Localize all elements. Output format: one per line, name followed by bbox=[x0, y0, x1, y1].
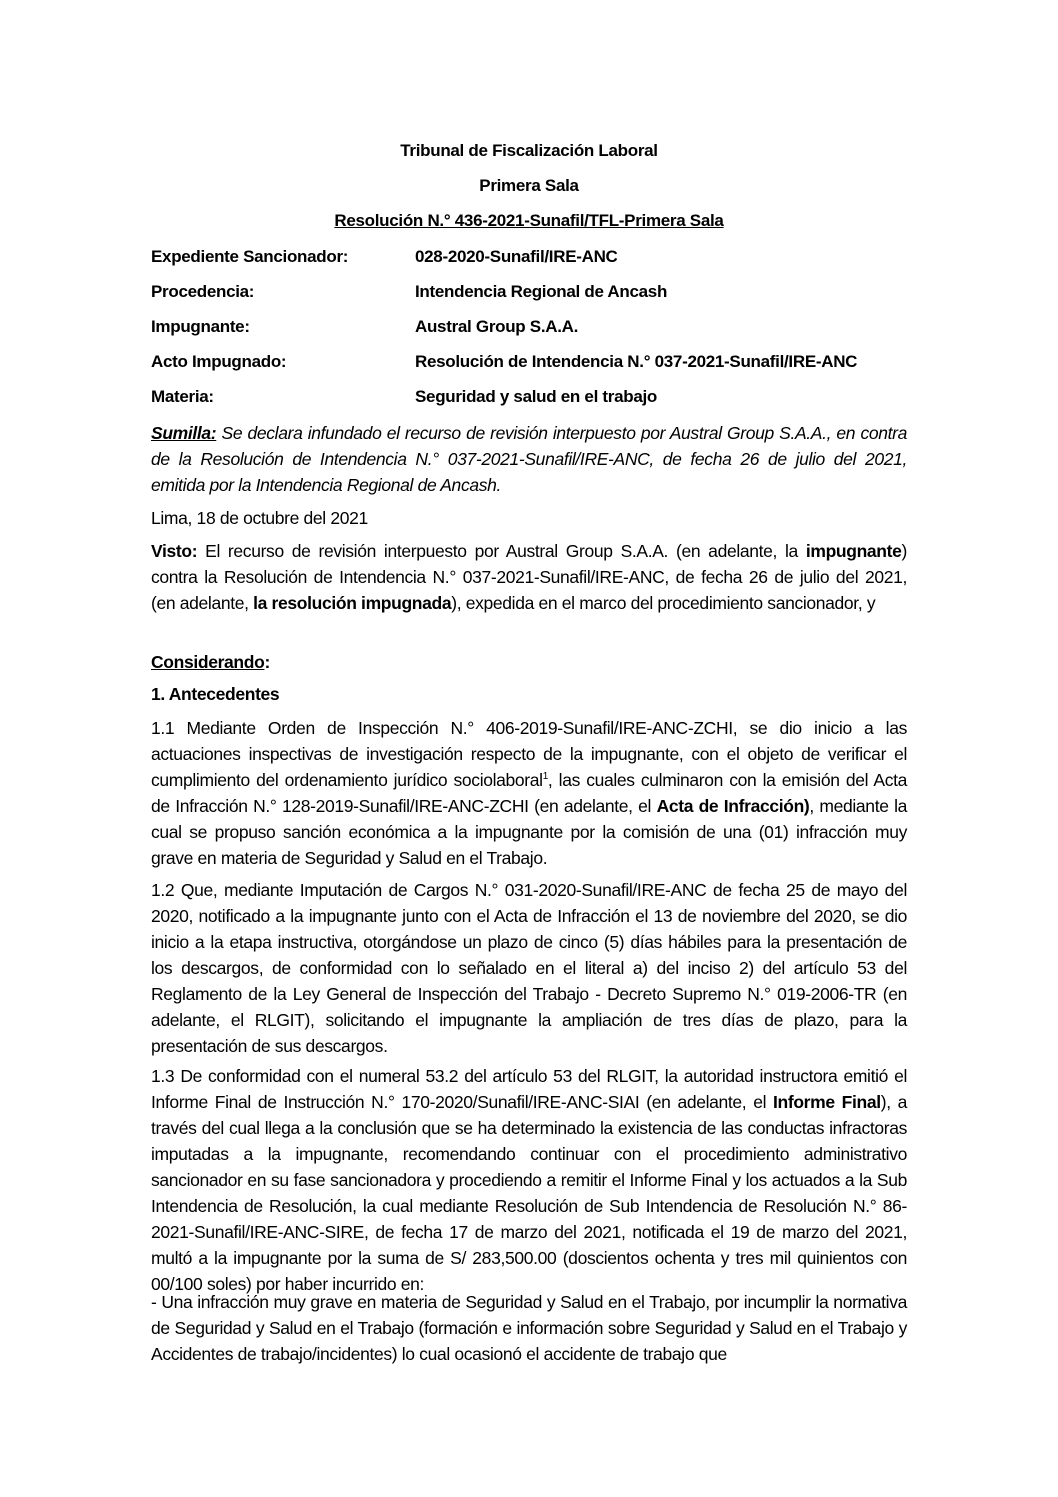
date-line: Lima, 18 de octubre del 2021 bbox=[151, 508, 368, 528]
meta-value: Resolución de Intendencia N.° 037-2021-Sunafil/IRE-ANC bbox=[415, 352, 858, 371]
meta-value: Austral Group S.A.A. bbox=[415, 317, 579, 336]
sala-title: Primera Sala bbox=[479, 176, 579, 195]
considerando-label: Considerando bbox=[151, 652, 265, 672]
footnote-ref: 1 bbox=[542, 771, 548, 783]
visto-text-3: ), expedida en el marco del procedimiento sancionador, y bbox=[451, 593, 876, 613]
visto-bold-1: impugnante bbox=[805, 541, 902, 561]
visto-label: Visto: bbox=[151, 541, 198, 561]
p11-text-1: 1.1 Mediante Orden de Inspección N.° 406-2019-Sunafil/IRE-ANC-ZCHI, se dio inicio a las actuaciones inspectivas de investigación respecto de la impugnante, con el objeto de verificar el cumplimiento del ordenamiento jurídico sociolaboral bbox=[151, 718, 907, 790]
resolucion-title: Resolución N.° 436-2021-Sunafil/TFL-Primera Sala bbox=[334, 211, 724, 230]
meta-key: Impugnante: bbox=[151, 317, 250, 336]
meta-key: Expediente Sancionador: bbox=[151, 247, 349, 266]
p11-bold: Acta de Infracción) bbox=[656, 796, 810, 816]
antecedentes-label: 1. Antecedentes bbox=[151, 684, 280, 704]
meta-value: 028-2020-Sunafil/IRE-ANC bbox=[415, 247, 618, 266]
tribunal-title: Tribunal de Fiscalización Laboral bbox=[400, 141, 658, 160]
meta-value: Intendencia Regional de Ancash bbox=[415, 282, 668, 301]
section-heading-antecedentes bbox=[151, 681, 907, 707]
visto-bold-2: la resolución impugnada bbox=[253, 593, 452, 613]
p11-text-2: , las cuales culminaron con la emisión del Acta de Infracción N.° 128-2019-Sunafil/IRE-ANC-ZCHI (en adelante, el bbox=[151, 770, 907, 816]
p13-bold: Informe Final bbox=[773, 1092, 881, 1112]
meta-key: Acto Impugnado: bbox=[151, 352, 287, 371]
meta-key: Procedencia: bbox=[151, 282, 255, 301]
considerando-heading bbox=[151, 649, 907, 675]
visto-text-1: El recurso de revisión interpuesto por Austral Group S.A.A. (en adelante, la bbox=[197, 541, 806, 561]
p13-text-1: 1.3 De conformidad con el numeral 53.2 del artículo 53 del RLGIT, la autoridad instructora emitió el Informe Final de Instrucción N.° 170-2020/Sunafil/IRE-ANC-SIAI (en adelante, el bbox=[151, 1066, 907, 1112]
meta-key: Materia: bbox=[151, 387, 214, 406]
considerando-colon: : bbox=[264, 652, 270, 672]
paragraph-1-1 bbox=[151, 715, 907, 871]
paragraph-1-2: 1.2 Que, mediante Imputación de Cargos N.° 031-2020-Sunafil/IRE-ANC de fecha 25 de mayo del 2020, notificado a la impugnante junto con el Acta de Infracción el 13 de noviembre del 2020, se dio inicio a la etapa instructiva, otorgándose un plazo de cinco (5) días hábiles para la presentación de los descargos, de conformidad con lo señalado en el literal a) del inciso 2) del artículo 53 del Reglamento de la Ley General de Inspección del Trabajo - Decreto Supremo N.° 019-2006-TR (en adelante, el RLGIT), solicitando el impugnante la ampliación de tres días de plazo, para la presentación de sus descargos. bbox=[151, 880, 907, 1056]
visto-text-2: ) contra la Resolución de Intendencia N.° 037-2021-Sunafil/IRE-ANC, de fecha 26 de julio del 2021, (en adelante, bbox=[151, 541, 907, 613]
visto-paragraph bbox=[151, 538, 907, 616]
sumilla-text: Se declara infundado el recurso de revisión interpuesto por Austral Group S.A.A., en contra de la Resolución de Intendencia N.° 037-2021-Sunafil/IRE-ANC, de fecha 26 de julio del 2021, emitida por la Intendencia Regional de Ancash. bbox=[151, 423, 907, 495]
sumilla-paragraph bbox=[151, 420, 907, 498]
p11-text-3: , mediante la cual se propuso sanción económica a la impugnante por la comisión de una (01) infracción muy grave en materia de Seguridad y Salud en el Trabajo. bbox=[151, 796, 907, 868]
paragraph-1-3 bbox=[151, 1063, 907, 1297]
meta-value: Seguridad y salud en el trabajo bbox=[415, 387, 657, 406]
p13-text-2: ), a través del cual llega a la conclusión que se ha determinado la existencia de las conductas infractoras imputadas a la impugnante, recomendando continuar con el procedimiento administrativo sancionador en su fase sancionadora y procediendo a remitir el Informe Final y los actuados a la Sub Intendencia de Resolución, la cual mediante Resolución de Sub Intendencia de Resolución N.° 86-2021-Sunafil/IRE-ANC-SIRE, de fecha 17 de marzo del 2021, notificada el 19 de marzo del 2021, multó a la impugnante por la suma de S/ 283,500.00 (doscientos ochenta y tres mil quinientos con 00/100 soles) por haber incurrido en: bbox=[151, 1092, 908, 1294]
paragraph-1-4: - Una infracción muy grave en materia de Seguridad y Salud en el Trabajo, por incumplir la normativa de Seguridad y Salud en el Trabajo (formación e información sobre Seguridad y Salud en el Trabajo y Accidentes de trabajo/incidentes) lo cual ocasionó el accidente de trabajo que bbox=[151, 1292, 907, 1364]
sumilla-label: Sumilla: bbox=[151, 423, 217, 443]
